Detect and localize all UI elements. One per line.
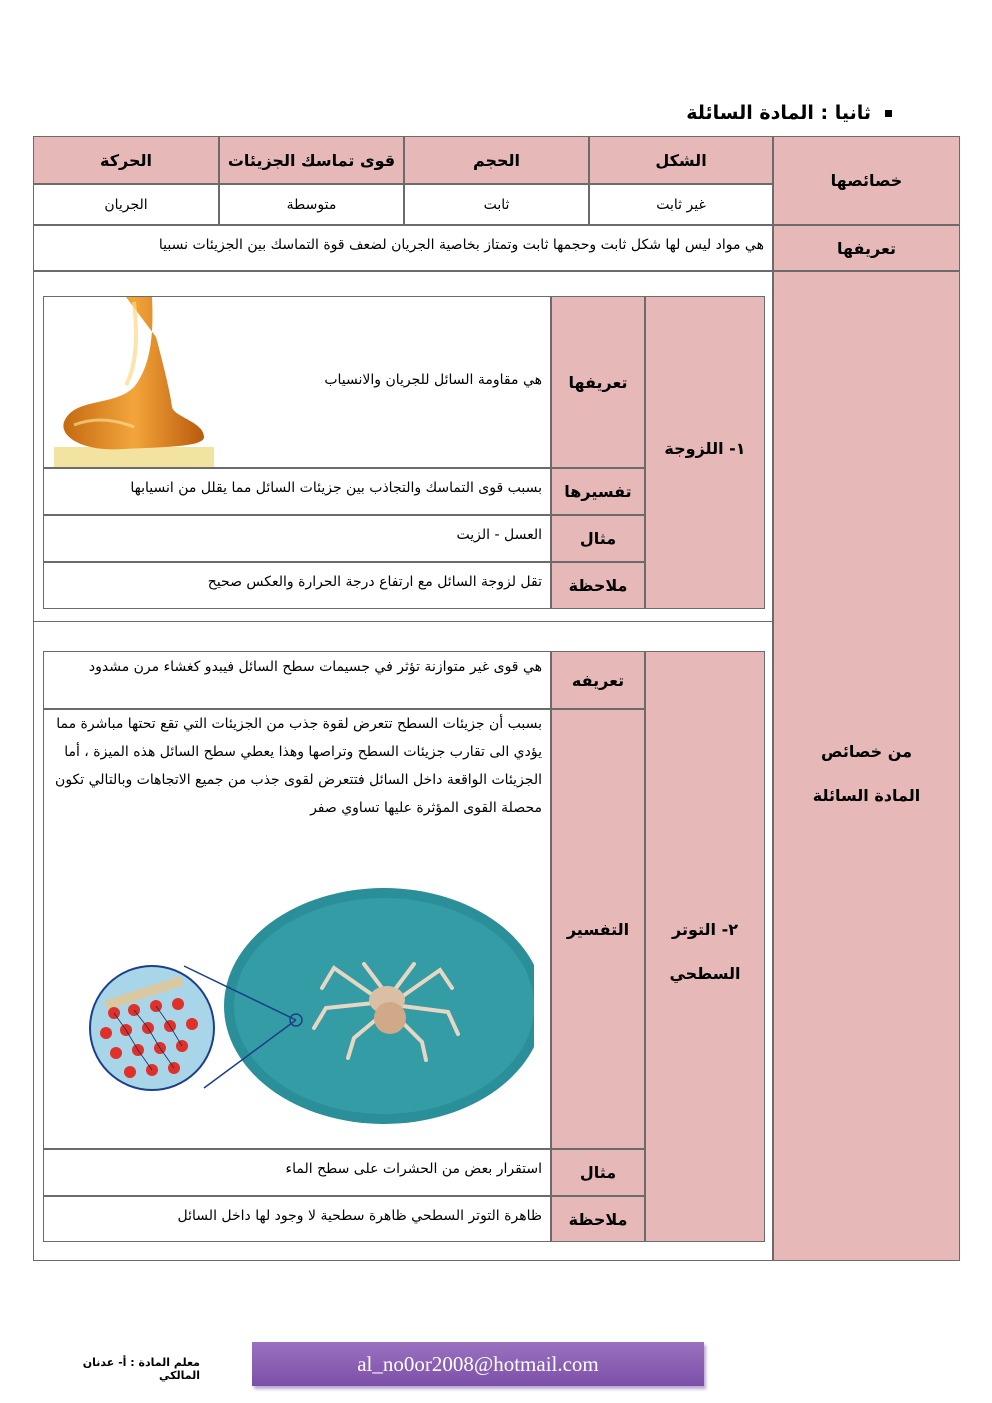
surface-label-example: مثال <box>551 1149 645 1196</box>
surface-definition-text: هي قوى غير متوازنة تؤثر في جسيمات سطح السائل فيبدو كغشاء مرن مشدود <box>43 651 551 709</box>
viscosity-label-explanation: تفسيرها <box>551 468 645 515</box>
surface-note-text: ظاهرة التوتر السطحي ظاهرة سطحية لا وجود لها داخل السائل <box>43 1196 551 1242</box>
props-value-motion: الجريان <box>33 184 219 225</box>
properties-label-cell <box>773 271 960 1261</box>
water-strider-image <box>64 888 534 1128</box>
viscosity-definition-cell <box>43 296 551 468</box>
props-header-motion: الحركة <box>33 136 219 184</box>
props-header-volume: الحجم <box>404 136 589 184</box>
surface-example-text: استقرار بعض من الحشرات على سطح الماء <box>43 1149 551 1196</box>
properties-label: من خصائص المادة السائلة <box>812 742 921 805</box>
props-value-cohesion: متوسطة <box>219 184 404 225</box>
viscosity-label-example: مثال <box>551 515 645 562</box>
surface-label-note: ملاحظة <box>551 1196 645 1242</box>
section-title: ثانيا : المادة السائلة <box>686 102 892 124</box>
inner-divider <box>33 621 773 622</box>
props-value-shape: غير ثابت <box>589 184 773 225</box>
surface-label-explanation: التفسير <box>551 709 645 1149</box>
viscosity-title: ١- اللزوجة <box>664 439 746 458</box>
viscosity-explanation-text: بسبب قوى التماسك والتجاذب بين جزيئات السائل مما يقلل من انسيابها <box>43 468 551 515</box>
email-bar <box>252 1342 704 1386</box>
surface-tension-title-cell <box>645 651 765 1242</box>
props-header-cohesion: قوى تماسك الجزيئات <box>219 136 404 184</box>
definition-text: هي مواد ليس لها شكل ثابت وحجمها ثابت وتمتاز بخاصية الجريان لضعف قوة التماسك بين الجزيئات نسبيا <box>33 225 773 271</box>
definition-label: تعريفها <box>773 225 960 271</box>
honey-drip-image <box>54 297 214 467</box>
surface-tension-title: ٢- التوتر السطحي <box>669 920 741 983</box>
surface-explanation-cell <box>43 709 551 1149</box>
bullet-icon <box>885 110 892 117</box>
surface-label-definition: تعريفه <box>551 651 645 709</box>
surface-explanation-text: بسبب أن جزيئات السطح تتعرض لقوة جذب من الجزيئات التي تقع تحتها مباشرة مما يؤدي الى تقارب جزيئات السطح وتراصها وهذا يعطي سطح السائل هذه الميزة ، أما الجزيئات الواقعة داخل السائل فتتعرض لقوى جذب من جميع الاتجاهات وبالتالي تكون محصلة القوى المؤثرة عليها تساوي صفر <box>55 716 542 816</box>
props-header-shape: الشكل <box>589 136 773 184</box>
viscosity-definition-text: هي مقاومة السائل للجريان والانسياب <box>324 372 542 388</box>
props-row-label: خصائصها <box>773 136 960 225</box>
viscosity-title-cell <box>645 296 765 609</box>
props-value-volume: ثابت <box>404 184 589 225</box>
viscosity-example-text: العسل - الزيت <box>43 515 551 562</box>
viscosity-label-note: ملاحظة <box>551 562 645 609</box>
email-link[interactable]: al_no0or2008@hotmail.com <box>357 1351 599 1376</box>
viscosity-note-text: تقل لزوجة السائل مع ارتفاع درجة الحرارة والعكس صحيح <box>43 562 551 609</box>
viscosity-label-definition: تعريفها <box>551 296 645 468</box>
teacher-credit: معلم المادة : أ- عدنان المالكي <box>82 1356 200 1382</box>
